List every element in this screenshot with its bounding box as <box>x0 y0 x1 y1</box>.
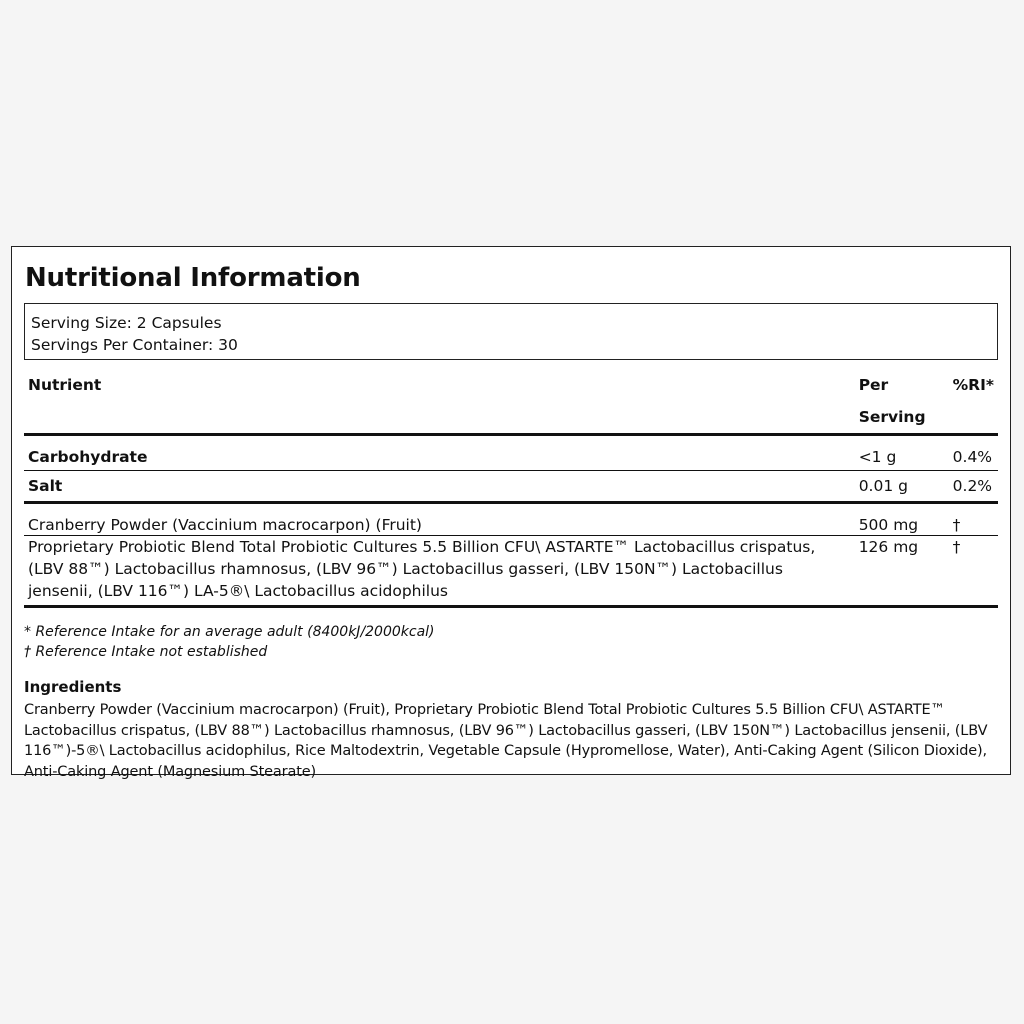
nutrient-name: Cranberry Powder (Vaccinium macrocarpon) (Fruit) <box>24 503 855 536</box>
footnotes <box>24 622 998 662</box>
ri-value: 0.2% <box>949 471 998 503</box>
header-nutrient: Nutrient <box>24 369 855 435</box>
ri-value: † <box>949 536 998 607</box>
ri-value: † <box>949 503 998 536</box>
nutrient-name: Proprietary Probiotic Blend Total Probiotic Cultures 5.5 Billion CFU\ ASTARTE™ Lactobacillus crispatus, (LBV 88™) Lactobacillus rhamnosus, (LBV 96™) Lactobacillus gasseri, (LBV 150N™) Lactobacillus jensenii, (LBV 116™) LA-5®\ Lactobacillus acidophilus <box>24 536 855 607</box>
per-serving-value: 500 mg <box>855 503 949 536</box>
per-serving-value: 126 mg <box>855 536 949 607</box>
nutrient-name: Salt <box>24 471 855 503</box>
page-title: Nutritional Information <box>25 263 361 293</box>
table-row <box>24 471 998 503</box>
header-per-serving: Per Serving <box>855 369 949 435</box>
serving-size: Serving Size: 2 Capsules <box>31 314 222 332</box>
header-ri: %RI* <box>949 369 998 435</box>
nutrition-table <box>24 369 998 608</box>
ingredients-text: Cranberry Powder (Vaccinium macrocarpon) (Fruit), Proprietary Probiotic Blend Total Probiotic Cultures 5.5 Billion CFU\ ASTARTE™ Lactobacillus crispatus, (LBV 88™) Lactobacillus rhamnosus, (LBV 96™) Lactobacillus gasseri, (LBV 150N™) Lactobacillus jensenii, (LBV 116™)-5®\ Lactobacillus acidophilus, Rice Maltodextrin, Vegetable Capsule (Hypromellose, Water), Anti-Caking Agent (Silicon Dioxide), Anti-Caking Agent (Magnesium Stearate) <box>24 702 988 780</box>
ingredients-heading: Ingredients <box>24 678 122 696</box>
table-header-row <box>24 369 998 435</box>
nutrition-panel <box>11 246 1011 780</box>
table-row <box>24 435 998 471</box>
table-row <box>24 536 998 607</box>
per-serving-value: <1 g <box>855 435 949 471</box>
nutrient-name: Carbohydrate <box>24 435 855 471</box>
servings-per-container: Servings Per Container: 30 <box>31 336 238 354</box>
serving-info-box <box>24 303 998 360</box>
table-row <box>24 503 998 536</box>
ri-value: 0.4% <box>949 435 998 471</box>
footnote-reference-intake: * Reference Intake for an average adult (8400kJ/2000kcal) <box>24 624 435 640</box>
per-serving-value: 0.01 g <box>855 471 949 503</box>
footnote-not-established: † Reference Intake not established <box>24 644 268 660</box>
